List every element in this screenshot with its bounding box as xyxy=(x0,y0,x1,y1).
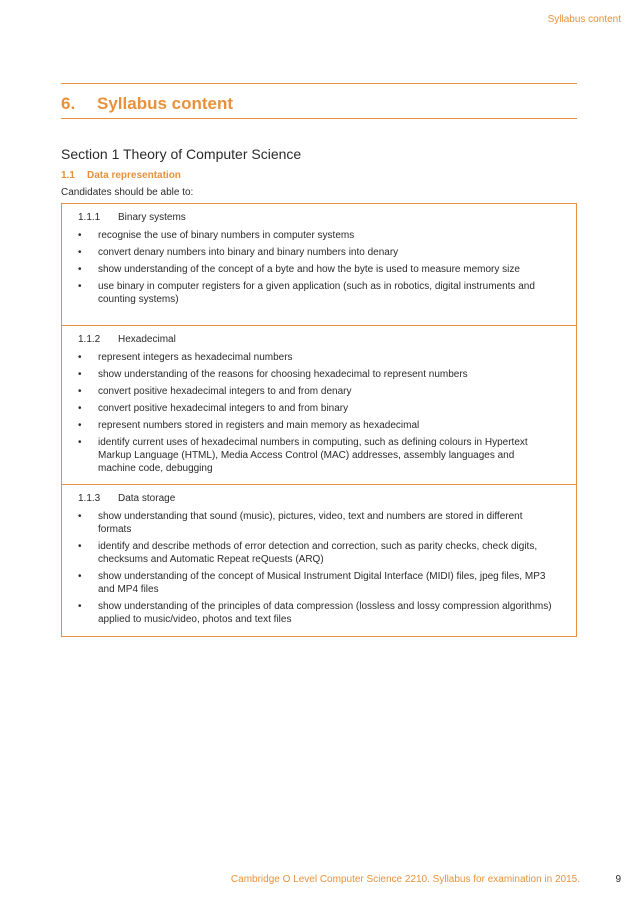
section-title: Section 1 Theory of Computer Science xyxy=(61,146,302,162)
bullet: • xyxy=(78,541,82,552)
bullet: • xyxy=(78,281,82,292)
list-item xyxy=(78,280,576,306)
topic-code: 1.1.2 xyxy=(78,334,101,345)
list-item-text: recognise the use of binary numbers in computer systems xyxy=(98,230,355,241)
subsection-title: Data representation xyxy=(87,170,181,181)
list-item-text: show understanding of the reasons for choosing hexadecimal to represent numbers xyxy=(98,369,468,380)
list-item-text: identify and describe methods of error detection and correction, such as parity checks, check digits, checksums and Automatic Repeat reQuests (ARQ) xyxy=(98,541,538,565)
topic-data-storage xyxy=(62,485,576,636)
bullet: • xyxy=(78,352,82,363)
list-item-text: show understanding of the principles of data compression (lossless and lossy compression algorithms) applied to music/video, photos and text files xyxy=(98,601,552,625)
chapter-number: 6. xyxy=(61,94,76,113)
list-item-text: convert positive hexadecimal integers to and from binary xyxy=(98,403,349,414)
list-item xyxy=(78,570,576,596)
topic-binary-systems xyxy=(62,204,576,326)
list-item-text: represent numbers stored in registers and main memory as hexadecimal xyxy=(98,420,420,431)
list-item-text: show understanding that sound (music), pictures, video, text and numbers are stored in different formats xyxy=(98,511,523,535)
bullet: • xyxy=(78,511,82,522)
bullet: • xyxy=(78,420,82,431)
running-header: Syllabus content xyxy=(547,14,621,25)
bullet: • xyxy=(78,369,82,380)
list-item xyxy=(78,600,576,626)
list-item xyxy=(78,263,576,276)
list-item xyxy=(78,385,576,398)
list-item xyxy=(78,368,576,381)
list-item xyxy=(78,436,576,475)
topic-code: 1.1.1 xyxy=(78,212,101,223)
list-item-text: show understanding of the concept of Musical Instrument Digital Interface (MIDI) files, jpeg files, MP3 and MP4 files xyxy=(98,571,546,595)
list-item xyxy=(78,510,576,536)
topic-title xyxy=(78,334,576,345)
chapter-title xyxy=(61,94,233,114)
top-rule xyxy=(61,83,577,84)
topic-name: Hexadecimal xyxy=(118,334,176,345)
bottom-rule xyxy=(61,118,577,119)
bullet: • xyxy=(78,264,82,275)
list-item xyxy=(78,246,576,259)
list-item xyxy=(78,229,576,242)
topic-title xyxy=(78,493,576,504)
topic-name: Data storage xyxy=(118,493,176,504)
bullet: • xyxy=(78,230,82,241)
topic-title xyxy=(78,212,576,223)
list-item-text: use binary in computer registers for a given application (such as in robotics, digital instruments and counting systems) xyxy=(98,281,535,305)
page-number: 9 xyxy=(615,874,621,885)
bullet: • xyxy=(78,403,82,414)
list-item-text: show understanding of the concept of a byte and how the byte is used to measure memory size xyxy=(98,264,520,275)
list-item-text: convert denary numbers into binary and binary numbers into denary xyxy=(98,247,399,258)
topic-list xyxy=(78,510,576,626)
bullet: • xyxy=(78,437,82,448)
topic-code: 1.1.3 xyxy=(78,493,101,504)
topic-name: Binary systems xyxy=(118,212,186,223)
list-item xyxy=(78,402,576,415)
footer-text: Cambridge O Level Computer Science 2210. Syllabus for examination in 2015. xyxy=(230,874,580,885)
bullet: • xyxy=(78,601,82,612)
bullet: • xyxy=(78,247,82,258)
list-item-text: represent integers as hexadecimal numbers xyxy=(98,352,293,363)
chapter-title-text: Syllabus content xyxy=(97,94,234,113)
subsection-heading xyxy=(61,170,181,181)
list-item xyxy=(78,419,576,432)
intro-text: Candidates should be able to: xyxy=(61,187,194,198)
topic-hexadecimal xyxy=(62,326,576,485)
syllabus-box xyxy=(61,203,577,637)
list-item xyxy=(78,351,576,364)
list-item-text: identify current uses of hexadecimal numbers in computing, such as defining colours in Hypertext Markup Language (HTML), Media Access Control (MAC) addresses, assembly languages and machine code, debugging xyxy=(98,437,528,474)
list-item-text: convert positive hexadecimal integers to and from denary xyxy=(98,386,352,397)
bullet: • xyxy=(78,386,82,397)
bullet: • xyxy=(78,571,82,582)
subsection-number: 1.1 xyxy=(61,170,75,181)
list-item xyxy=(78,540,576,566)
topic-list xyxy=(78,229,576,306)
topic-list xyxy=(78,351,576,475)
